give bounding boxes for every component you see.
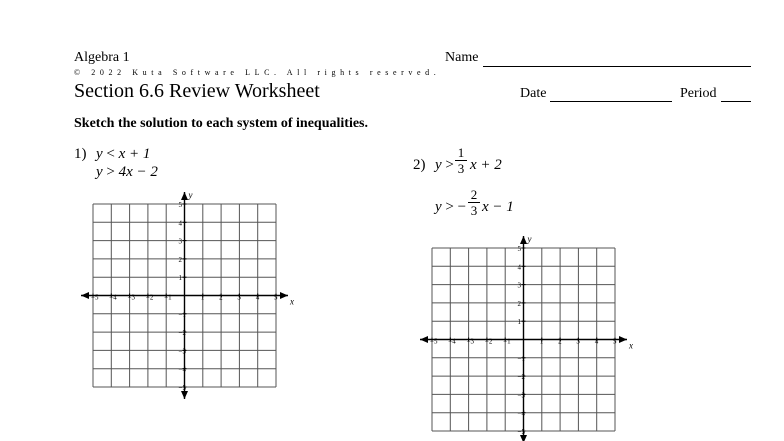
period-label: Period xyxy=(680,86,717,101)
y-axis-label: y xyxy=(188,190,193,200)
y-tick-label: 1 xyxy=(517,318,521,327)
y-tick-label: 5 xyxy=(178,201,182,209)
y-tick-label: 2 xyxy=(178,255,182,264)
y-tick-label: 5 xyxy=(517,245,521,253)
rhs: x + 1 xyxy=(118,146,151,162)
x-tick-label: 2 xyxy=(558,337,562,346)
x-tick-label: 4 xyxy=(594,337,599,346)
x-tick-label: 5 xyxy=(613,337,617,346)
x-axis-label: x xyxy=(629,340,633,351)
x-tick-label: 1 xyxy=(200,293,205,302)
x-tick-label: −1 xyxy=(503,337,511,346)
x-tick-label: −4 xyxy=(448,337,456,346)
y-tick-label: 2 xyxy=(517,299,521,308)
operator: < xyxy=(106,146,115,162)
numerator: 2 xyxy=(470,187,478,202)
rhs: 4x − 2 xyxy=(118,164,158,180)
x-tick-label: 1 xyxy=(539,337,544,346)
copyright-notice: © 2022 Kuta Software LLC. All rights reserved. xyxy=(74,68,441,77)
worksheet-title: Section 6.6 Review Worksheet xyxy=(74,80,320,102)
rhs: x − 1 xyxy=(482,199,514,215)
date-label: Date xyxy=(520,86,547,101)
y-tick-label: −5 xyxy=(517,428,525,436)
y-tick-label: −4 xyxy=(517,409,525,418)
x-tick-label: −1 xyxy=(164,293,172,302)
problem-number: 1) xyxy=(74,146,87,162)
y-tick-label: 3 xyxy=(178,237,182,246)
y-tick-label: −1 xyxy=(178,310,186,319)
operator: > − xyxy=(445,199,467,215)
instructions: Sketch the solution to each system of inequalities. xyxy=(74,116,368,131)
name-label: Name xyxy=(445,50,479,65)
y-tick-label: −3 xyxy=(517,391,525,400)
x-tick-label: 3 xyxy=(576,337,580,346)
x-tick-label: −5 xyxy=(91,293,99,302)
x-tick-label: −3 xyxy=(127,293,136,302)
x-tick-label: −4 xyxy=(109,293,117,302)
y-tick-label: 1 xyxy=(178,274,182,283)
y-tick-label: −2 xyxy=(517,373,525,382)
x-axis-arrow-right xyxy=(619,336,627,343)
y-tick-label: −1 xyxy=(517,354,525,363)
y-tick-label: −3 xyxy=(178,347,186,356)
x-tick-label: 5 xyxy=(274,293,278,302)
x-tick-label: 4 xyxy=(255,293,260,302)
x-tick-label: −5 xyxy=(430,337,438,346)
x-tick-label: −3 xyxy=(466,337,475,346)
lhs: y xyxy=(435,157,442,173)
operator: > xyxy=(445,157,454,173)
x-tick-label: 2 xyxy=(219,293,223,302)
lhs: y xyxy=(96,164,103,180)
y-tick-label: −4 xyxy=(178,365,186,374)
x-axis-label: x xyxy=(290,296,294,307)
x-tick-label: 3 xyxy=(237,293,241,302)
y-tick-label: 4 xyxy=(178,219,182,228)
rhs: x + 2 xyxy=(470,157,502,173)
numerator: 1 xyxy=(457,145,465,160)
x-tick-label: −2 xyxy=(145,293,154,302)
y-tick-label: −5 xyxy=(178,384,186,392)
denominator: 3 xyxy=(470,203,478,218)
y-axis-label: y xyxy=(527,234,532,244)
lhs: y xyxy=(96,146,103,162)
problem-number: 2) xyxy=(413,157,426,173)
y-axis-arrow-up xyxy=(520,236,527,244)
y-tick-label: −2 xyxy=(178,329,186,338)
y-tick-label: 4 xyxy=(517,263,521,272)
x-tick-label: −2 xyxy=(484,337,493,346)
y-tick-label: 3 xyxy=(517,281,521,290)
operator: > xyxy=(106,164,115,180)
x-axis-arrow-left xyxy=(420,336,428,343)
course-name: Algebra 1 xyxy=(74,50,130,65)
lhs: y xyxy=(435,199,442,215)
denominator: 3 xyxy=(457,161,465,176)
